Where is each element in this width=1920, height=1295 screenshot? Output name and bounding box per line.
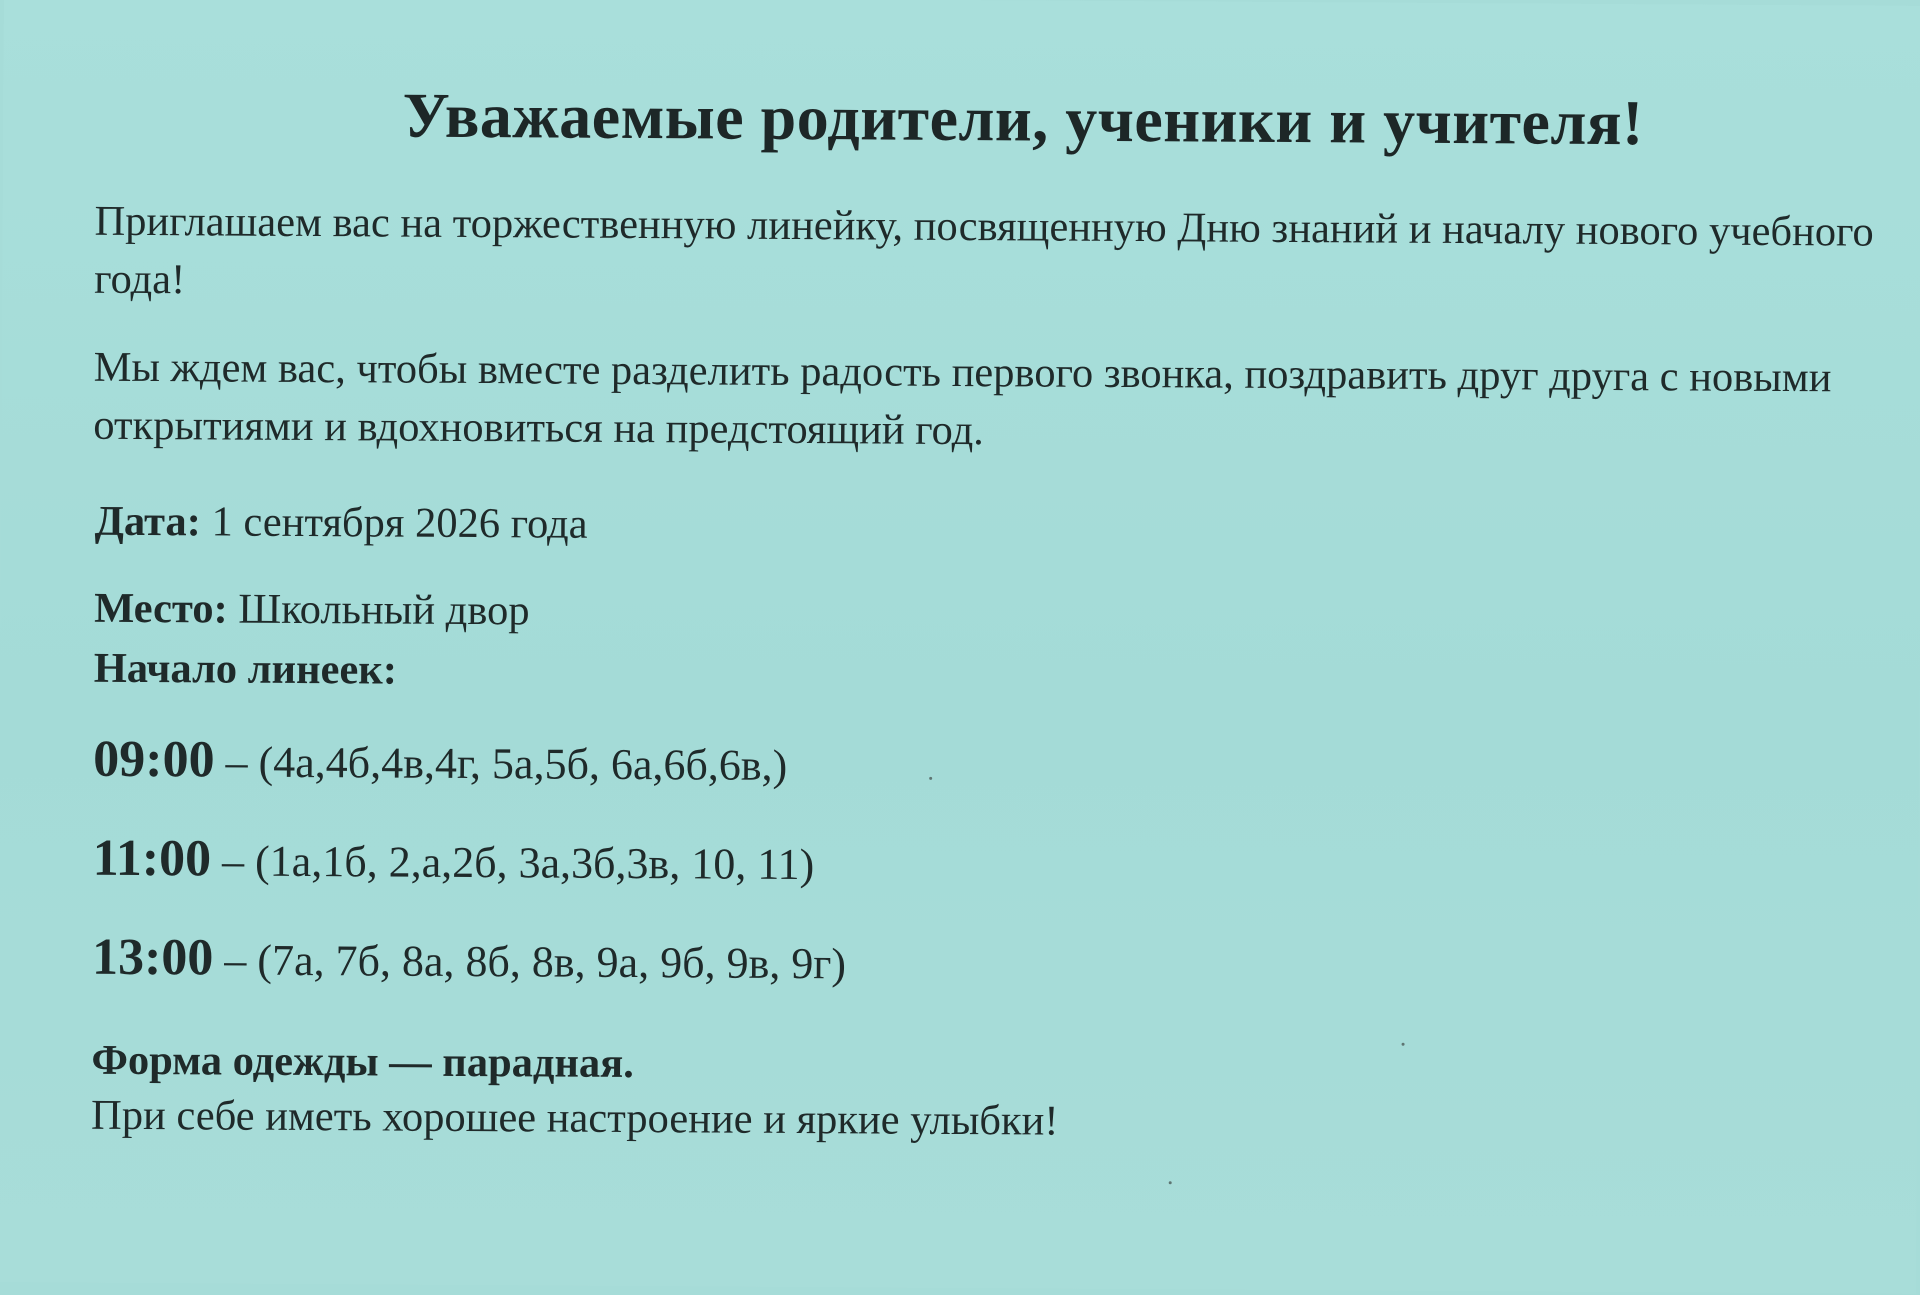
event-date [95, 496, 588, 551]
schedule-classes: – (4а,4б,4в,4г, 5а,5б, 6а,6б,6в,) [214, 737, 788, 790]
date-value: 1 сентября 2026 года [200, 498, 588, 548]
schedule-row [92, 928, 846, 992]
schedule-row [92, 829, 814, 892]
closing-line: При себе иметь хорошее настроение и яркие улыбки! [90, 1091, 1059, 1145]
dress-code: Форма одежды — парадная. [91, 1036, 634, 1088]
schedule-time: 09:00 [93, 730, 215, 789]
event-place [94, 583, 530, 638]
schedule-time: 13:00 [91, 928, 214, 987]
schedule-time: 11:00 [92, 829, 212, 888]
date-label: Дата: [94, 497, 202, 546]
welcome-paragraph: Мы ждем вас, чтобы вместе разделить радость первого звонка, поздравить друг друга с новыми открытиями и вдохновиться на предстоящий год. [93, 343, 1832, 455]
invitation-paragraph: Приглашаем вас на торжественную линейку, посвященную Дню знаний и началу нового учебного года! [94, 197, 1874, 304]
paper-speck [1402, 1043, 1405, 1046]
paper-speck [1169, 1181, 1172, 1184]
notice-title: Уважаемые родители, ученики и учителя! [402, 79, 1645, 159]
place-label: Место: [94, 584, 228, 633]
schedule-heading: Начало линеек: [93, 644, 398, 694]
schedule-classes: – (7а, 7б, 8а, 8б, 8в, 9а, 9б, 9в, 9г) [213, 935, 847, 989]
place-value: Школьный двор [227, 585, 530, 635]
schedule-row [93, 730, 787, 793]
schedule-classes: – (1а,1б, 2,а,2б, 3а,3б,3в, 10, 11) [210, 836, 815, 890]
paper-speck [929, 777, 932, 780]
